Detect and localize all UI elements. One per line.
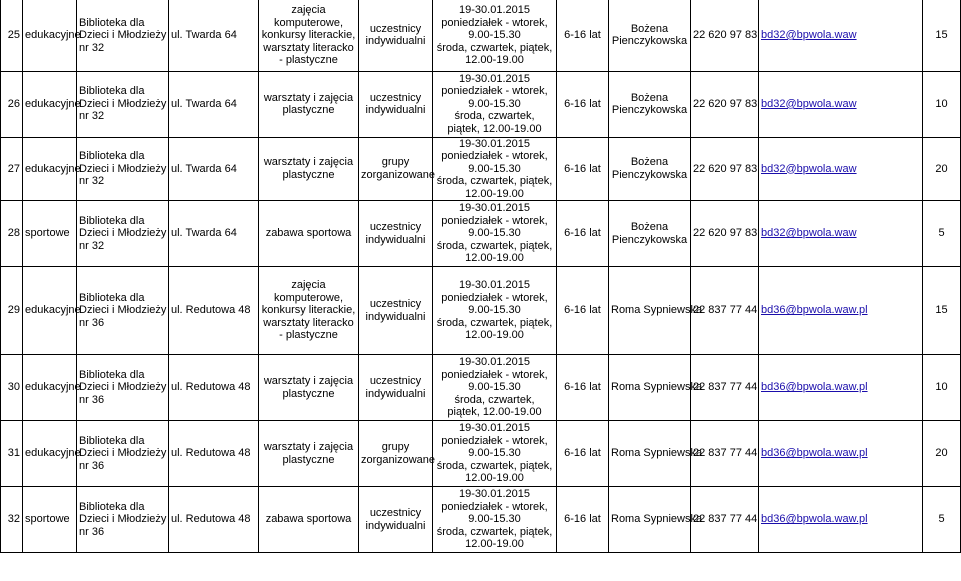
- phone-cell-text: 22 620 97 83: [693, 29, 758, 41]
- library-cell-line: Biblioteka dla: [79, 150, 145, 162]
- row-number: [1, 201, 23, 267]
- schedule-cell-line: 12.00-19.00: [465, 54, 524, 66]
- address-cell-text: ul. Twarda 64: [171, 97, 237, 110]
- library-cell-line: Dzieci i Młodzieży: [79, 97, 167, 110]
- form-cell-line: indywidualni: [365, 35, 426, 48]
- schedule-cell-line: poniedziałek - wtorek,: [441, 434, 548, 447]
- category-cell: [23, 355, 81, 421]
- email-cell-link[interactable]: bd36@bpwola.waw.pl: [761, 447, 868, 460]
- activity-cell-line: plastyczne: [282, 104, 335, 116]
- library-cell: [77, 487, 169, 553]
- library-cell: [77, 421, 169, 487]
- schedule-cell: [433, 71, 557, 137]
- address-cell: [169, 355, 259, 421]
- email-cell[interactable]: [759, 421, 923, 487]
- email-cell-link[interactable]: bd36@bpwola.waw.pl: [761, 513, 868, 526]
- count-cell-text: 20: [935, 447, 948, 460]
- schedule-cell-line: 19-30.01.2015: [459, 279, 530, 292]
- contact-cell-line: Roma Sypniewska: [611, 304, 703, 317]
- address-cell: [169, 421, 259, 487]
- category-cell-text: edukacyjne: [25, 29, 81, 41]
- form-cell: [359, 487, 433, 553]
- age-cell: [557, 421, 609, 487]
- schedule-cell-line: 9.00-15.30: [468, 97, 521, 110]
- activity-cell-line: zajęcia: [291, 4, 326, 16]
- age-cell-text: 6-16 lat: [564, 447, 601, 460]
- library-cell-line: Biblioteka dla: [79, 434, 145, 447]
- contact-cell-line: Pienczykowska: [611, 168, 688, 181]
- email-cell[interactable]: [759, 137, 923, 201]
- phone-cell: [691, 71, 759, 137]
- form-cell: [359, 137, 433, 201]
- contact-cell: [609, 487, 703, 553]
- category-cell-text: sportowe: [25, 513, 70, 526]
- schedule-cell-line: środa, czwartek, piątek,: [436, 316, 553, 329]
- activity-cell-line: warsztaty i zajęcia: [263, 156, 354, 169]
- phone-cell-text: 22 837 77 44: [693, 513, 758, 526]
- address-cell: [169, 0, 259, 71]
- email-cell-link[interactable]: bd32@bpwola.waw: [761, 227, 857, 240]
- library-cell-line: Biblioteka dla: [79, 85, 145, 98]
- form-cell-line: grupy: [381, 156, 410, 169]
- row-number-text: 30: [7, 381, 20, 394]
- form-cell-line: uczestnicy: [369, 375, 422, 387]
- address-cell-text: ul. Redutowa 48: [171, 304, 251, 317]
- phone-cell-text: 22 620 97 83: [693, 227, 758, 240]
- activity-cell: [259, 71, 359, 137]
- activity-cell: [259, 487, 359, 553]
- library-cell-line: Dzieci i Młodzieży: [79, 29, 167, 41]
- library-cell-line: nr 36: [79, 459, 105, 472]
- activity-cell-line: warsztaty i zajęcia: [263, 375, 354, 387]
- activity-cell: [259, 267, 359, 355]
- address-cell-text: ul. Redutowa 48: [171, 513, 251, 526]
- library-cell-line: Biblioteka dla: [79, 16, 145, 29]
- count-cell-text: 5: [938, 227, 945, 240]
- schedule-cell-line: 19-30.01.2015: [459, 488, 530, 501]
- schedule-cell-line: środa, czwartek,: [454, 110, 535, 123]
- table-row: [1, 355, 961, 421]
- form-cell-line: zorganizowane: [361, 168, 435, 181]
- category-cell: [23, 487, 77, 553]
- schedule-cell-line: poniedziałek - wtorek,: [441, 150, 548, 162]
- email-cell[interactable]: [759, 71, 923, 137]
- phone-cell-text: 22 837 77 44: [693, 447, 758, 460]
- age-cell: [557, 71, 609, 137]
- phone-cell: [691, 421, 759, 487]
- form-cell-line: grupy: [381, 441, 410, 453]
- row-number-text: 32: [7, 513, 20, 526]
- contact-cell-line: Pienczykowska: [611, 233, 688, 246]
- contact-cell-line: Pienczykowska: [611, 35, 688, 48]
- contact-cell-line: Bożena: [630, 156, 669, 169]
- schedule-cell: [433, 0, 557, 71]
- phone-cell: [691, 0, 759, 71]
- row-number-text: 29: [7, 304, 20, 317]
- contact-cell: [609, 137, 691, 201]
- activity-cell-line: warsztaty i zajęcia: [263, 441, 354, 453]
- count-cell: [923, 267, 961, 355]
- count-cell: [923, 355, 961, 421]
- library-cell-line: Dzieci i Młodzieży: [79, 447, 167, 460]
- library-cell-line: Biblioteka dla: [79, 214, 145, 227]
- activity-cell-line: zabawa sportowa: [265, 513, 352, 526]
- activity-cell-line: komputerowe,: [273, 291, 344, 304]
- age-cell-text: 6-16 lat: [564, 513, 601, 526]
- count-cell-text: 10: [935, 97, 948, 110]
- address-cell-text: ul. Twarda 64: [171, 29, 237, 41]
- schedule-cell-line: 12.00-19.00: [465, 329, 524, 342]
- library-cell: [77, 201, 169, 267]
- schedule-cell-line: 12.00-19.00: [465, 187, 524, 200]
- email-cell[interactable]: [759, 267, 923, 355]
- schedule-cell: [433, 355, 557, 421]
- schedule-cell-line: 9.00-15.30: [468, 447, 521, 460]
- activity-cell: [259, 0, 359, 71]
- schedule-cell-line: poniedziałek - wtorek,: [441, 500, 548, 513]
- library-cell-line: Dzieci i Młodzieży: [79, 381, 167, 394]
- row-number: [1, 355, 23, 421]
- age-cell: [557, 267, 609, 355]
- form-cell: [359, 0, 433, 71]
- form-cell: [359, 71, 433, 137]
- schedule-cell-line: piątek, 12.00-19.00: [447, 406, 542, 419]
- count-cell: [923, 0, 961, 71]
- contact-cell: [609, 355, 703, 421]
- contact-cell-line: Pienczykowska: [611, 104, 688, 116]
- library-cell-line: nr 32: [79, 41, 105, 54]
- schedule-cell-line: 9.00-15.30: [468, 227, 521, 240]
- activity-cell-line: warsztaty literacko: [263, 41, 354, 54]
- form-cell: [359, 421, 433, 487]
- schedule-cell-line: poniedziałek - wtorek,: [441, 291, 548, 304]
- library-cell-line: Biblioteka dla: [79, 500, 145, 513]
- contact-cell-line: Bożena: [630, 22, 669, 35]
- count-cell-text: 10: [935, 381, 948, 394]
- phone-cell: [691, 137, 759, 201]
- age-cell-text: 6-16 lat: [564, 227, 601, 240]
- table-row: [1, 0, 961, 71]
- library-cell-line: Biblioteka dla: [79, 368, 145, 381]
- phone-cell: [691, 487, 759, 553]
- phone-cell-text: 22 837 77 44: [693, 381, 758, 394]
- row-number-text: 26: [7, 97, 20, 110]
- activity-cell: [259, 421, 359, 487]
- schedule-cell-line: 19-30.01.2015: [459, 137, 530, 150]
- activity-cell-line: warsztaty i zajęcia: [263, 91, 354, 104]
- contact-cell: [609, 0, 691, 71]
- library-cell-line: Dzieci i Młodzieży: [79, 304, 167, 317]
- phone-cell-text: 22 620 97 83: [693, 97, 758, 110]
- library-cell-line: nr 36: [79, 393, 105, 406]
- email-cell[interactable]: [759, 0, 923, 71]
- contact-cell-line: Bożena: [630, 221, 669, 233]
- activity-cell-line: konkursy literackie,: [261, 29, 356, 41]
- category-cell: [23, 0, 81, 71]
- email-cell-link[interactable]: bd32@bpwola.waw: [761, 29, 857, 41]
- count-cell: [923, 71, 961, 137]
- count-cell: [923, 201, 961, 267]
- library-cell-line: Dzieci i Młodzieży: [79, 513, 167, 526]
- address-cell-text: ul. Redutowa 48: [171, 381, 251, 394]
- phone-cell: [691, 355, 759, 421]
- category-cell-text: edukacyjne: [25, 447, 81, 460]
- row-number: [1, 487, 23, 553]
- contact-cell: [609, 71, 691, 137]
- age-cell-text: 6-16 lat: [564, 97, 601, 110]
- contact-cell-line: Roma Sypniewska: [611, 381, 703, 394]
- email-cell-link[interactable]: bd36@bpwola.waw.pl: [761, 381, 868, 394]
- form-cell-line: indywidualni: [365, 310, 426, 323]
- contact-cell: [609, 267, 703, 355]
- form-cell-line: uczestnicy: [369, 507, 422, 519]
- form-cell-line: uczestnicy: [369, 298, 422, 310]
- activity-cell-line: komputerowe,: [273, 16, 344, 29]
- contact-cell-line: Roma Sypniewska: [611, 447, 703, 460]
- count-cell-text: 5: [938, 513, 945, 526]
- row-number-text: 28: [7, 227, 20, 240]
- activity-cell-line: warsztaty literacko: [263, 316, 354, 329]
- count-cell: [923, 421, 961, 487]
- schedule-cell-line: 12.00-19.00: [465, 538, 524, 551]
- library-cell: [77, 267, 169, 355]
- row-number: [1, 71, 23, 137]
- email-cell[interactable]: [759, 355, 923, 421]
- schedule-cell-line: środa, czwartek, piątek,: [436, 41, 553, 54]
- schedule-cell-line: 12.00-19.00: [465, 252, 524, 265]
- schedule-cell-line: 9.00-15.30: [468, 304, 521, 317]
- count-cell: [923, 487, 961, 553]
- form-cell: [359, 201, 433, 267]
- form-cell: [359, 267, 433, 355]
- category-cell: [23, 71, 81, 137]
- age-cell-text: 6-16 lat: [564, 381, 601, 394]
- schedule-cell-line: środa, czwartek, piątek,: [436, 239, 553, 252]
- address-cell: [169, 267, 259, 355]
- age-cell: [557, 137, 609, 201]
- library-cell: [77, 0, 169, 71]
- category-cell-text: edukacyjne: [25, 304, 81, 317]
- category-cell: [23, 267, 81, 355]
- row-number: [1, 421, 23, 487]
- email-cell-link[interactable]: bd32@bpwola.waw: [761, 162, 857, 175]
- activity-cell: [259, 355, 359, 421]
- category-cell: [23, 421, 81, 487]
- contact-cell-line: Roma Sypniewska: [611, 513, 703, 526]
- library-cell-line: Biblioteka dla: [79, 291, 145, 304]
- address-cell: [169, 137, 259, 201]
- category-cell: [23, 137, 81, 201]
- address-cell-text: ul. Redutowa 48: [171, 447, 251, 460]
- category-cell-text: sportowe: [25, 227, 70, 240]
- address-cell: [169, 71, 259, 137]
- activity-cell-line: - plastyczne: [279, 54, 338, 66]
- schedule-cell-line: 19-30.01.2015: [459, 4, 530, 16]
- age-cell-text: 6-16 lat: [564, 304, 601, 317]
- email-cell-link[interactable]: bd32@bpwola.waw: [761, 97, 857, 110]
- activity-cell-line: plastyczne: [282, 387, 335, 400]
- table-row: [1, 421, 961, 487]
- row-number-text: 25: [7, 29, 20, 41]
- age-cell: [557, 487, 609, 553]
- schedule-cell: [433, 137, 557, 201]
- category-cell-text: edukacyjne: [25, 97, 81, 110]
- count-cell: [923, 137, 961, 201]
- age-cell-text: 6-16 lat: [564, 29, 601, 41]
- age-cell-text: 6-16 lat: [564, 162, 601, 175]
- contact-cell: [609, 201, 691, 267]
- form-cell-line: zorganizowane: [361, 453, 435, 466]
- form-cell-line: indywidualni: [365, 233, 426, 246]
- schedule-cell-line: środa, czwartek, piątek,: [436, 459, 553, 472]
- library-cell: [77, 71, 169, 137]
- row-number: [1, 267, 23, 355]
- schedule-cell: [433, 201, 557, 267]
- phone-cell: [691, 201, 759, 267]
- schedule-cell: [433, 267, 557, 355]
- library-cell-line: nr 32: [79, 110, 105, 123]
- schedule-cell-line: 19-30.01.2015: [459, 422, 530, 435]
- address-cell: [169, 487, 259, 553]
- category-cell-text: edukacyjne: [25, 162, 81, 175]
- library-cell-line: nr 32: [79, 175, 105, 187]
- schedule-cell-line: 9.00-15.30: [468, 513, 521, 526]
- schedule-cell-line: piątek, 12.00-19.00: [447, 122, 542, 135]
- table-row: [1, 71, 961, 137]
- schedule-cell: [433, 421, 557, 487]
- table-row: [1, 487, 961, 553]
- email-cell-link[interactable]: bd36@bpwola.waw.pl: [761, 304, 868, 317]
- email-cell[interactable]: [759, 201, 923, 267]
- schedule-cell-line: środa, czwartek, piątek,: [436, 175, 553, 187]
- library-cell: [77, 355, 169, 421]
- table-row: [1, 267, 961, 355]
- contact-cell: [609, 421, 703, 487]
- form-cell-line: uczestnicy: [369, 91, 422, 104]
- schedule-cell-line: poniedziałek - wtorek,: [441, 368, 548, 381]
- schedule-cell-line: 12.00-19.00: [465, 472, 524, 485]
- form-cell-line: indywidualni: [365, 104, 426, 116]
- library-cell: [77, 137, 169, 201]
- count-cell-text: 15: [935, 304, 948, 317]
- table-body: [1, 0, 961, 553]
- table-row: [1, 201, 961, 267]
- activity-cell-line: - plastyczne: [279, 329, 338, 342]
- library-cell-line: nr 36: [79, 525, 105, 538]
- schedule-cell-line: środa, czwartek,: [454, 393, 535, 406]
- schedule-cell-line: środa, czwartek, piątek,: [436, 525, 553, 538]
- phone-cell-text: 22 620 97 83: [693, 162, 758, 175]
- row-number: [1, 0, 23, 71]
- activity-cell-line: plastyczne: [282, 168, 335, 181]
- schedule-cell: [433, 487, 557, 553]
- schedule-cell-line: 9.00-15.30: [468, 381, 521, 394]
- library-cell-line: nr 36: [79, 316, 105, 329]
- schedule-cell-line: poniedziałek - wtorek,: [441, 16, 548, 29]
- row-number-text: 27: [7, 162, 20, 175]
- table-row: [1, 137, 961, 201]
- schedule-cell-line: poniedziałek - wtorek,: [441, 214, 548, 227]
- address-cell-text: ul. Twarda 64: [171, 162, 237, 175]
- email-cell[interactable]: [759, 487, 923, 553]
- category-cell: [23, 201, 77, 267]
- schedule-cell-line: poniedziałek - wtorek,: [441, 85, 548, 98]
- phone-cell-text: 22 837 77 44: [693, 304, 758, 317]
- category-cell-text: edukacyjne: [25, 381, 81, 394]
- schedule-cell-line: 19-30.01.2015: [459, 356, 530, 369]
- schedule-cell-line: 19-30.01.2015: [459, 72, 530, 85]
- count-cell-text: 20: [935, 162, 948, 175]
- library-cell-line: nr 32: [79, 239, 105, 252]
- schedule-cell-line: 9.00-15.30: [468, 162, 521, 175]
- form-cell-line: indywidualni: [365, 387, 426, 400]
- activity-cell-line: zajęcia: [291, 279, 326, 292]
- form-cell-line: uczestnicy: [369, 22, 422, 35]
- activity-cell-line: konkursy literackie,: [261, 304, 356, 317]
- row-number: [1, 137, 23, 201]
- library-cell-line: Dzieci i Młodzieży: [79, 162, 167, 175]
- schedule-cell-line: 19-30.01.2015: [459, 202, 530, 215]
- form-cell: [359, 355, 433, 421]
- age-cell: [557, 355, 609, 421]
- activity-cell: [259, 201, 359, 267]
- count-cell-text: 15: [935, 29, 948, 41]
- activity-cell-line: zabawa sportowa: [265, 227, 352, 240]
- row-number-text: 31: [7, 447, 20, 460]
- form-cell-line: uczestnicy: [369, 221, 422, 233]
- age-cell: [557, 0, 609, 71]
- activity-cell-line: plastyczne: [282, 453, 335, 466]
- phone-cell: [691, 267, 759, 355]
- address-cell-text: ul. Twarda 64: [171, 227, 237, 240]
- activity-cell: [259, 137, 359, 201]
- form-cell-line: indywidualni: [365, 519, 426, 532]
- contact-cell-line: Bożena: [630, 91, 669, 104]
- age-cell: [557, 201, 609, 267]
- schedule-cell-line: 9.00-15.30: [468, 29, 521, 41]
- address-cell: [169, 201, 259, 267]
- library-cell-line: Dzieci i Młodzieży: [79, 227, 167, 240]
